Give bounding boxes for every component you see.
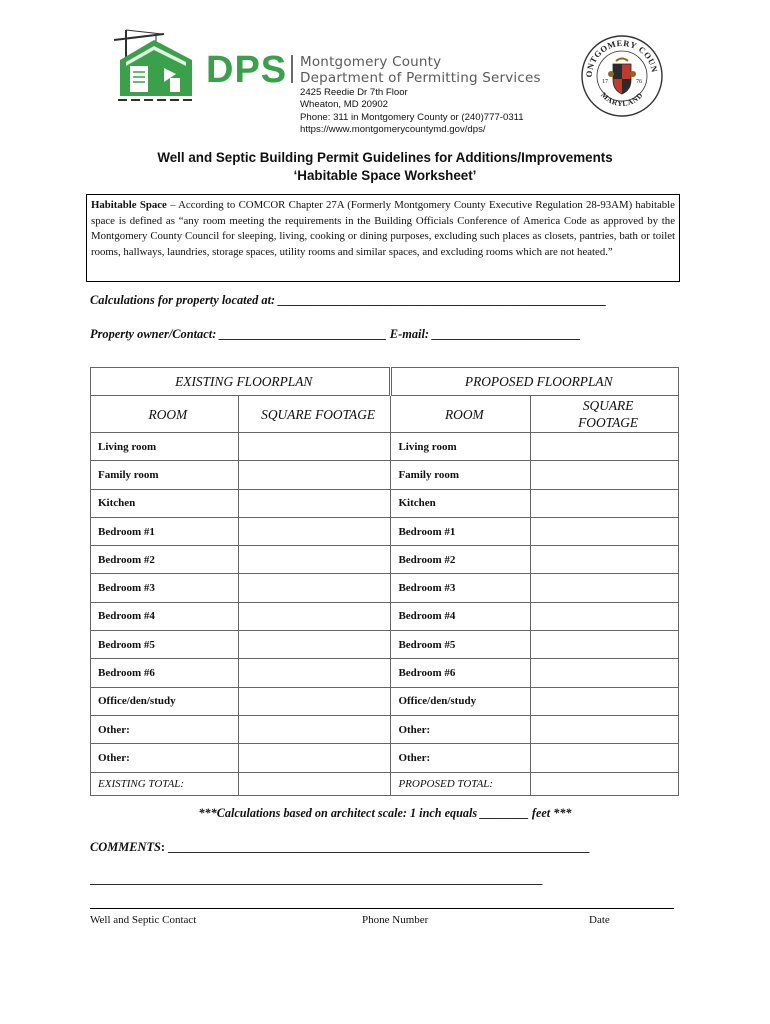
dps-logo-text: DPS <box>206 49 288 91</box>
table-row <box>91 631 679 659</box>
existing-sqft-cell[interactable] <box>238 489 391 517</box>
calc-label: Calculations for property located at: <box>90 293 279 307</box>
existing-room-col: ROOM <box>91 396 239 433</box>
seal-bottom-text: MARYLAND <box>599 90 645 109</box>
proposed-room-label: Other: <box>391 715 531 743</box>
definition-text: – According to COMCOR Chapter 27A (Formerly Montgomery County Executive Regulation 28-93AM) habitable space is defined as “any room meeting the requirements in the Building Officials Conference of America Code as approved by the Montgomery County Council for sleeping, living, cooking or dining purposes, excluding such places as closets, pantries, bath or toilet rooms, hallways, laundries, storage spaces, utility rooms and similar spaces, and excluding rooms which are not heated.” <box>91 199 675 258</box>
proposed-sqft-cell[interactable] <box>531 461 679 489</box>
agency-name <box>300 54 541 86</box>
signature-rule <box>90 908 674 909</box>
proposed-sqft-cell[interactable] <box>531 517 679 545</box>
existing-room-label: Living room <box>91 433 239 461</box>
county-seal-icon <box>580 34 664 118</box>
seal-year-left: 17 <box>602 79 608 85</box>
proposed-room-label: Bedroom #6 <box>391 659 531 687</box>
proposed-room-label: Living room <box>391 433 531 461</box>
owner-email-field[interactable] <box>90 327 581 342</box>
proposed-room-label: Bedroom #2 <box>391 546 531 574</box>
proposed-sqft-col-line-2: FOOTAGE <box>578 415 639 430</box>
proposed-sqft-cell[interactable] <box>531 574 679 602</box>
existing-room-label: Other: <box>91 744 239 772</box>
email-label: E-mail: <box>386 327 433 341</box>
proposed-room-label: Family room <box>391 461 531 489</box>
proposed-sqft-cell[interactable] <box>531 631 679 659</box>
date-label: Date <box>589 914 610 926</box>
existing-room-label: Kitchen <box>91 489 239 517</box>
comments-line-2[interactable]: _________________________________________________________________________ <box>90 872 543 886</box>
table-row <box>91 574 679 602</box>
proposed-room-label: Other: <box>391 744 531 772</box>
proposed-sqft-cell[interactable] <box>531 744 679 772</box>
comments-blank[interactable]: : ____________________________________________________________________ <box>160 840 590 854</box>
existing-room-label: Bedroom #6 <box>91 659 239 687</box>
existing-sqft-cell[interactable] <box>238 461 391 489</box>
page-title <box>0 149 770 185</box>
seal-year-right: 76 <box>636 79 642 85</box>
existing-room-label: Bedroom #4 <box>91 602 239 630</box>
proposed-room-label: Bedroom #1 <box>391 517 531 545</box>
title-line-1: Well and Septic Building Permit Guidelines for Additions/Improvements <box>157 150 613 165</box>
existing-sqft-cell[interactable] <box>238 744 391 772</box>
proposed-sqft-cell[interactable] <box>531 602 679 630</box>
proposed-sqft-cell[interactable] <box>531 687 679 715</box>
agency-line-2: Department of Permitting Services <box>300 70 541 86</box>
comments-label: COMMENTS <box>90 840 161 854</box>
proposed-room-label: Kitchen <box>391 489 531 517</box>
existing-room-label: Bedroom #1 <box>91 517 239 545</box>
existing-sqft-cell[interactable] <box>238 517 391 545</box>
table-row <box>91 489 679 517</box>
existing-room-label: Bedroom #2 <box>91 546 239 574</box>
existing-sqft-cell[interactable] <box>238 631 391 659</box>
existing-total-label: EXISTING TOTAL: <box>91 772 239 795</box>
table-row <box>91 715 679 743</box>
proposed-sqft-cell[interactable] <box>531 715 679 743</box>
existing-room-label: Other: <box>91 715 239 743</box>
proposed-sqft-cell[interactable] <box>531 546 679 574</box>
existing-room-label: Bedroom #5 <box>91 631 239 659</box>
floorplan-table <box>90 367 679 796</box>
email-blank[interactable]: ________________________ <box>432 327 581 341</box>
phone-line: Phone: 311 in Montgomery County or (240)777-0311 <box>300 111 524 123</box>
proposed-floorplan-header: PROPOSED FLOORPLAN <box>391 368 679 396</box>
definition-term: Habitable Space <box>91 199 167 211</box>
proposed-total-label: PROPOSED TOTAL: <box>391 772 531 795</box>
existing-room-label: Office/den/study <box>91 687 239 715</box>
proposed-room-label: Bedroom #4 <box>391 602 531 630</box>
contact-label: Well and Septic Contact <box>90 914 197 926</box>
proposed-sqft-cell[interactable] <box>531 433 679 461</box>
phone-label: Phone Number <box>362 914 429 926</box>
proposed-room-label: Bedroom #5 <box>391 631 531 659</box>
existing-room-label: Bedroom #3 <box>91 574 239 602</box>
logo-divider <box>291 55 293 83</box>
url-line[interactable]: https://www.montgomerycountymd.gov/dps/ <box>300 124 486 136</box>
owner-label: Property owner/Contact: <box>90 327 220 341</box>
table-row <box>91 433 679 461</box>
calc-blank[interactable]: _____________________________________________________ <box>278 293 607 307</box>
table-row <box>91 602 679 630</box>
existing-sqft-cell[interactable] <box>238 715 391 743</box>
agency-line-1: Montgomery County <box>300 54 442 70</box>
proposed-room-col: ROOM <box>391 396 531 433</box>
existing-total-value[interactable] <box>238 772 391 795</box>
habitable-space-definition <box>86 194 680 282</box>
proposed-room-label: Bedroom #3 <box>391 574 531 602</box>
table-row <box>91 546 679 574</box>
proposed-sqft-col <box>531 396 679 433</box>
table-row <box>91 744 679 772</box>
existing-sqft-cell[interactable] <box>238 546 391 574</box>
existing-room-label: Family room <box>91 461 239 489</box>
comments-field[interactable] <box>90 840 589 855</box>
dps-logo-icon <box>112 26 202 110</box>
proposed-sqft-cell[interactable] <box>531 659 679 687</box>
seal-top-text: ONTGOMERY COUN <box>583 37 660 78</box>
scale-note: ***Calculations based on architect scale: 1 inch equals ________ feet *** <box>198 806 572 820</box>
agency-address <box>300 87 524 137</box>
owner-blank[interactable]: ___________________________ <box>219 327 387 341</box>
address-line-1: 2425 Reedie Dr 7th Floor <box>300 87 408 98</box>
table-row <box>91 517 679 545</box>
address-line-2: Wheaton, MD 20902 <box>300 99 388 111</box>
proposed-sqft-cell[interactable] <box>531 489 679 517</box>
proposed-sqft-col-line-1: SQUARE <box>582 398 634 413</box>
proposed-room-label: Office/den/study <box>391 687 531 715</box>
proposed-total-value[interactable] <box>531 772 679 795</box>
existing-sqft-cell[interactable] <box>238 659 391 687</box>
existing-sqft-cell[interactable] <box>238 687 391 715</box>
calc-address-field[interactable] <box>90 293 607 308</box>
title-line-2: ‘Habitable Space Worksheet’ <box>293 168 477 183</box>
existing-sqft-cell[interactable] <box>238 574 391 602</box>
table-row <box>91 461 679 489</box>
table-row <box>91 687 679 715</box>
table-row <box>91 659 679 687</box>
existing-sqft-cell[interactable] <box>238 602 391 630</box>
existing-sqft-col: SQUARE FOOTAGE <box>238 396 391 433</box>
existing-floorplan-header: EXISTING FLOORPLAN <box>91 368 391 396</box>
existing-sqft-cell[interactable] <box>238 433 391 461</box>
